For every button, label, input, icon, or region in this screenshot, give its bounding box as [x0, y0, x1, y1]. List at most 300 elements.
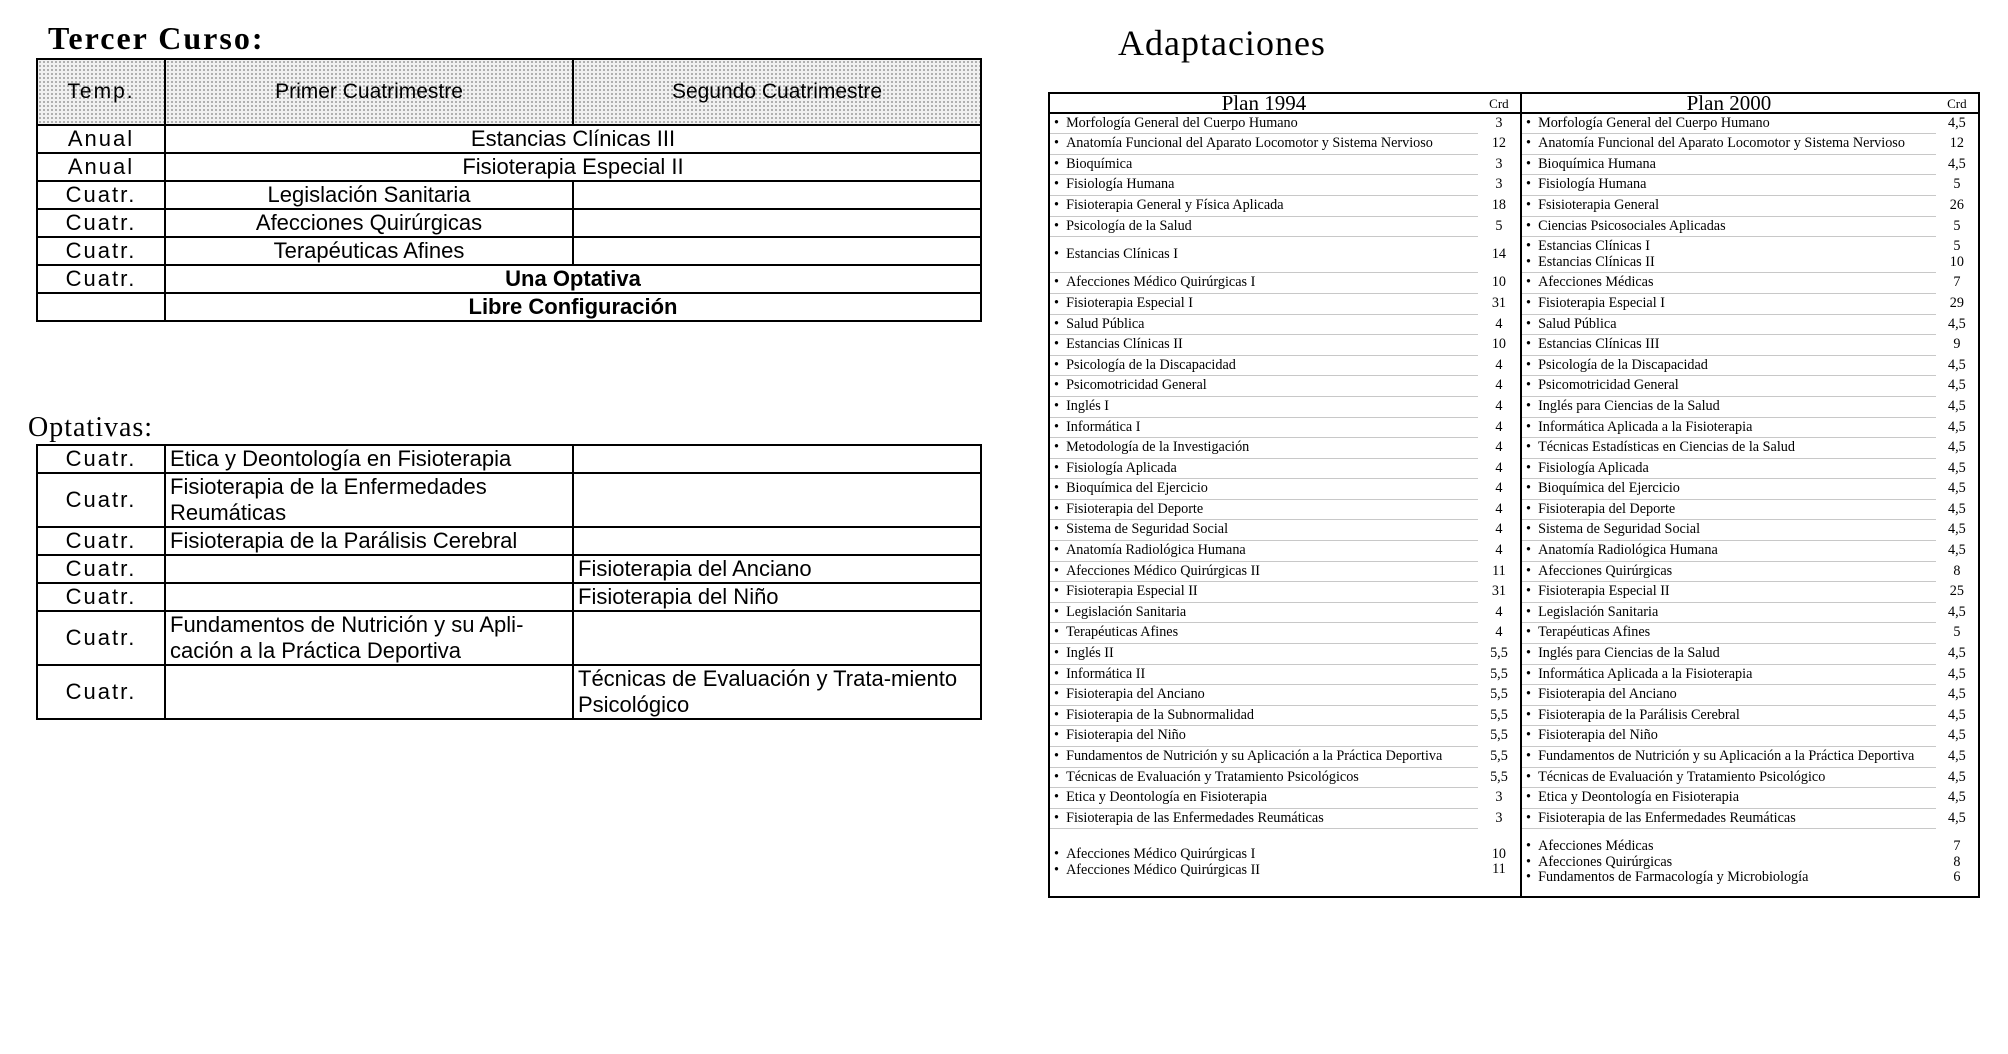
stack-line: • Técnicas de Evaluación y Tratamiento Psicológico — [1526, 770, 1932, 786]
plan-2000-credits — [1936, 237, 1979, 273]
stack-line: 4,5 — [1948, 439, 1966, 456]
plan-1994-credits: 5,5 — [1478, 685, 1521, 706]
stack-line: • Fisioterapia Especial II — [1054, 584, 1474, 600]
stack-line: • Fisioterapia Especial II — [1526, 584, 1932, 600]
plan-2000-credits — [1936, 314, 1979, 335]
plan-1994-subject — [1049, 664, 1478, 685]
plan-2000-subject — [1521, 216, 1936, 237]
stack-line: • Fundamentos de Nutrición y su Aplicación a la Práctica Deportiva — [1054, 749, 1474, 765]
table-row — [37, 665, 981, 719]
stack-line: • Anatomía Funcional del Aparato Locomotor y Sistema Nervioso — [1526, 136, 1932, 152]
stack-line: 12 — [1949, 135, 1964, 152]
stack-line: • Ciencias Psicosociales Aplicadas — [1526, 219, 1932, 235]
plan-2000-credits — [1936, 438, 1979, 459]
temp-cell: Anual — [37, 125, 165, 153]
subject-cell: Libre Configuración — [165, 293, 981, 321]
plan-2000-credits — [1936, 216, 1979, 237]
plan-1994-subject — [1049, 705, 1478, 726]
plan-1994-credits: 5,5 — [1478, 664, 1521, 685]
stack-line: 4,5 — [1948, 114, 1966, 131]
stack-line: • Afecciones Médicas — [1526, 275, 1932, 291]
stack-line: • Etica y Deontología en Fisioterapia — [1526, 790, 1932, 806]
adaptacion-row — [1049, 175, 1979, 196]
stack-line: • Morfología General del Cuerpo Humano — [1054, 116, 1474, 132]
stack-line: 5 — [1953, 217, 1961, 234]
stack-line: • Técnicas de Evaluación y Tratamiento Psicológicos — [1054, 770, 1474, 786]
plan-2000-subject — [1521, 499, 1936, 520]
temp-cell: Cuatr. — [37, 473, 165, 527]
plan-1994-credits: 3 — [1478, 175, 1521, 196]
stack-line: • Inglés para Ciencias de la Salud — [1526, 399, 1932, 415]
plan-2000-subject — [1521, 788, 1936, 809]
stack-line: • Bioquímica — [1054, 157, 1474, 173]
plan-1994-credits: 10 — [1478, 335, 1521, 356]
plan-2000-credits — [1936, 113, 1979, 134]
optativas-table — [36, 444, 982, 720]
adaptacion-row — [1049, 623, 1979, 644]
stack-line: • Inglés para Ciencias de la Salud — [1526, 646, 1932, 662]
plan-2000-subject — [1521, 293, 1936, 314]
stack-line: 4,5 — [1948, 789, 1966, 806]
stack-line: • Fisioterapia del Niño — [1526, 728, 1932, 744]
plan-2000-subject — [1521, 829, 1936, 897]
stack-line: 4,5 — [1948, 768, 1966, 785]
adaptacion-row — [1049, 829, 1979, 897]
table-row — [37, 265, 981, 293]
adaptacion-row — [1049, 499, 1979, 520]
stack-line: • Fisioterapia de la Parálisis Cerebral — [1526, 708, 1932, 724]
plan-1994-subject — [1049, 808, 1478, 829]
stack-line: 5 — [1953, 624, 1961, 641]
subject-cell: Fisioterapia de la Parálisis Cerebral — [165, 527, 573, 555]
header-segundo-cuatrimestre: Segundo Cuatrimestre — [573, 59, 981, 125]
stack-line: 4,5 — [1948, 315, 1966, 332]
plan-1994-credits: 3 — [1478, 788, 1521, 809]
adaptacion-row — [1049, 705, 1979, 726]
stack-line: • Afecciones Médico Quirúrgicas II — [1054, 564, 1474, 580]
plan-2000-credits — [1936, 154, 1979, 175]
stack-line: • Etica y Deontología en Fisioterapia — [1054, 790, 1474, 806]
plan-1994-credits: 4 — [1478, 355, 1521, 376]
stack-line: 4,5 — [1948, 603, 1966, 620]
stack-line: • Inglés II — [1054, 646, 1474, 662]
stack-line: 4,5 — [1948, 706, 1966, 723]
plan-1994-credits: 4 — [1478, 438, 1521, 459]
plan-1994-subject — [1049, 520, 1478, 541]
plan-2000-subject — [1521, 726, 1936, 747]
subject-cell — [165, 555, 573, 583]
stack-line: • Fisioterapia del Anciano — [1054, 687, 1474, 703]
adaptacion-row — [1049, 541, 1979, 562]
plan-2000-credits — [1936, 335, 1979, 356]
plan-2000-credits — [1936, 788, 1979, 809]
plan-1994-subject — [1049, 438, 1478, 459]
plan-2000-subject — [1521, 396, 1936, 417]
plan-1994-credits: 4 — [1478, 314, 1521, 335]
subject-cell — [573, 209, 981, 237]
adaptacion-row — [1049, 685, 1979, 706]
adaptacion-row — [1049, 520, 1979, 541]
plan-2000-subject — [1521, 705, 1936, 726]
plan-1994-subject — [1049, 355, 1478, 376]
stack-line — [1054, 878, 1474, 894]
stack-line: • Fisiología Aplicada — [1054, 461, 1474, 477]
stack-line: • Terapéuticas Afines — [1054, 625, 1474, 641]
stack-line: • Anatomía Radiológica Humana — [1054, 543, 1474, 559]
plan-1994-credits: 3 — [1478, 154, 1521, 175]
plan-1994-subject — [1049, 273, 1478, 294]
plan-2000-credits — [1936, 685, 1979, 706]
temp-cell: Cuatr. — [37, 665, 165, 719]
plan-2000-credits — [1936, 417, 1979, 438]
stack-line: 4,5 — [1948, 809, 1966, 826]
plan-1994-subject — [1049, 113, 1478, 134]
plan-1994-credits: 4 — [1478, 602, 1521, 623]
stack-line: 4,5 — [1948, 418, 1966, 435]
plan-2000-subject — [1521, 438, 1936, 459]
subject-cell — [165, 665, 573, 719]
subject-cell — [573, 445, 981, 473]
adaptacion-row — [1049, 561, 1979, 582]
stack-line: 4,5 — [1948, 377, 1966, 394]
stack-line: • Fisiología Humana — [1526, 177, 1932, 193]
stack-line: 4,5 — [1948, 686, 1966, 703]
plan-1994-credits: 18 — [1478, 195, 1521, 216]
plan-2000-subject — [1521, 314, 1936, 335]
plan-2000-credits — [1936, 195, 1979, 216]
temp-cell: Cuatr. — [37, 445, 165, 473]
subject-cell: Estancias Clínicas III — [165, 125, 981, 153]
subject-cell — [573, 473, 981, 527]
subject-cell: Legislación Sanitaria — [165, 181, 573, 209]
plan-1994-subject — [1049, 134, 1478, 155]
stack-line: 4,5 — [1948, 155, 1966, 172]
plan-2000-subject — [1521, 355, 1936, 376]
plan-1994-subject — [1049, 561, 1478, 582]
tercer-curso-title: Tercer Curso: — [48, 20, 265, 56]
plan-1994-subject — [1049, 216, 1478, 237]
stack-line: • Fisioterapia de la Subnormalidad — [1054, 708, 1474, 724]
plan-2000-subject — [1521, 134, 1936, 155]
plan-1994-subject — [1049, 541, 1478, 562]
plan-1994-credits: 4 — [1478, 458, 1521, 479]
plan-2000-subject — [1521, 541, 1936, 562]
stack-line — [1482, 878, 1516, 894]
stack-line: • Sistema de Seguridad Social — [1054, 522, 1474, 538]
stack-line: • Informática Aplicada a la Fisioterapia — [1526, 667, 1932, 683]
plan-2000-credits — [1936, 355, 1979, 376]
plan-2000-credits — [1936, 273, 1979, 294]
adaptacion-row — [1049, 479, 1979, 500]
adaptacion-row — [1049, 726, 1979, 747]
adaptaciones-table — [1048, 92, 1980, 898]
stack-line: • Técnicas Estadísticas en Ciencias de la Salud — [1526, 440, 1932, 456]
table-row — [37, 473, 981, 527]
table-row — [37, 181, 981, 209]
table-row — [37, 527, 981, 555]
stack-line: • Fsisioterapia General — [1526, 198, 1932, 214]
plan-2000-credits — [1936, 726, 1979, 747]
table-row — [37, 153, 981, 181]
subject-cell: Técnicas de Evaluación y Trata-miento Psicológico — [573, 665, 981, 719]
header-crd-1994: Crd — [1478, 93, 1521, 113]
adaptacion-row — [1049, 664, 1979, 685]
stack-line: • Estancias Clínicas I — [1054, 247, 1474, 263]
table-header-row — [37, 59, 981, 125]
stack-line: 4,5 — [1948, 480, 1966, 497]
plan-1994-credits: 10 — [1478, 273, 1521, 294]
plan-1994-subject — [1049, 685, 1478, 706]
stack-line: 10 — [1949, 253, 1964, 270]
adaptacion-row — [1049, 747, 1979, 768]
plan-1994-credits: 5,5 — [1478, 644, 1521, 665]
stack-line: • Salud Pública — [1526, 317, 1932, 333]
stack-line: 7 — [1953, 837, 1961, 854]
plan-2000-credits — [1936, 602, 1979, 623]
plan-2000-credits — [1936, 134, 1979, 155]
header-plan-1994: Plan 1994 — [1049, 93, 1478, 113]
plan-1994-credits: 4 — [1478, 623, 1521, 644]
plan-2000-credits — [1936, 479, 1979, 500]
table-row — [37, 445, 981, 473]
adaptacion-row — [1049, 788, 1979, 809]
stack-line: • Bioquímica del Ejercicio — [1054, 481, 1474, 497]
plan-1994-credits: 31 — [1478, 293, 1521, 314]
subject-cell: Afecciones Quirúrgicas — [165, 209, 573, 237]
table-row — [37, 237, 981, 265]
plan-1994-subject — [1049, 396, 1478, 417]
stack-line: • Afecciones Médico Quirúrgicas II — [1054, 863, 1474, 879]
stack-line: • Anatomía Funcional del Aparato Locomotor y Sistema Nervioso — [1054, 136, 1474, 152]
stack-line: 9 — [1953, 336, 1961, 353]
adaptacion-row — [1049, 273, 1979, 294]
plan-1994-credits: 11 — [1478, 561, 1521, 582]
plan-2000-credits — [1936, 499, 1979, 520]
subject-cell: Etica y Deontología en Fisioterapia — [165, 445, 573, 473]
adaptaciones-header-row — [1049, 93, 1979, 113]
stack-line: 8 — [1953, 853, 1961, 870]
adaptacion-row — [1049, 335, 1979, 356]
stack-line: • Estancias Clínicas I — [1526, 239, 1932, 255]
adaptacion-row — [1049, 314, 1979, 335]
plan-2000-credits — [1936, 376, 1979, 397]
temp-cell: Cuatr. — [37, 209, 165, 237]
stack-line: • Psicología de la Salud — [1054, 219, 1474, 235]
plan-1994-subject — [1049, 237, 1478, 273]
plan-2000-subject — [1521, 767, 1936, 788]
plan-1994-credits: 5 — [1478, 216, 1521, 237]
stack-line: • Inglés I — [1054, 399, 1474, 415]
subject-cell — [573, 611, 981, 665]
subject-cell: Fisioterapia del Niño — [573, 583, 981, 611]
plan-2000-credits — [1936, 458, 1979, 479]
subject-cell: Terapéuticas Afines — [165, 237, 573, 265]
stack-line: • Fisioterapia del Niño — [1054, 728, 1474, 744]
stack-line: • Fisioterapia General y Física Aplicada — [1054, 198, 1474, 214]
plan-2000-subject — [1521, 376, 1936, 397]
stack-line: 5 — [1953, 176, 1961, 193]
plan-1994-credits: 4 — [1478, 417, 1521, 438]
stack-line: 4,5 — [1948, 542, 1966, 559]
stack-line: 4,5 — [1948, 665, 1966, 682]
adaptacion-row — [1049, 237, 1979, 273]
stack-line: • Fisioterapia del Anciano — [1526, 687, 1932, 703]
plan-1994-credits: 31 — [1478, 582, 1521, 603]
plan-1994-credits: 4 — [1478, 499, 1521, 520]
stack-line: • Estancias Clínicas II — [1526, 255, 1932, 271]
adaptacion-row — [1049, 417, 1979, 438]
stack-line: 4,5 — [1948, 521, 1966, 538]
stack-line — [1482, 831, 1516, 847]
stack-line: 7 — [1953, 274, 1961, 291]
table-row — [37, 293, 981, 321]
stack-line: • Bioquímica Humana — [1526, 157, 1932, 173]
plan-1994-subject — [1049, 314, 1478, 335]
plan-1994-subject — [1049, 479, 1478, 500]
plan-2000-subject — [1521, 195, 1936, 216]
stack-line: • Salud Pública — [1054, 317, 1474, 333]
plan-1994-subject — [1049, 195, 1478, 216]
stack-line: • Afecciones Quirúrgicas — [1526, 855, 1932, 871]
plan-1994-subject — [1049, 499, 1478, 520]
stack-line: • Afecciones Médico Quirúrgicas I — [1054, 847, 1474, 863]
adaptacion-row — [1049, 113, 1979, 134]
plan-1994-credits: 4 — [1478, 479, 1521, 500]
plan-2000-credits — [1936, 520, 1979, 541]
table-row — [37, 125, 981, 153]
stack-line: • Psicomotricidad General — [1054, 378, 1474, 394]
plan-1994-subject — [1049, 644, 1478, 665]
temp-cell: Anual — [37, 153, 165, 181]
adaptacion-row — [1049, 458, 1979, 479]
adaptacion-row — [1049, 293, 1979, 314]
plan-1994-subject — [1049, 417, 1478, 438]
adaptacion-row — [1049, 195, 1979, 216]
plan-1994-subject — [1049, 458, 1478, 479]
stack-line: • Legislación Sanitaria — [1054, 605, 1474, 621]
plan-2000-credits — [1936, 747, 1979, 768]
stack-line: • Afecciones Quirúrgicas — [1526, 564, 1932, 580]
stack-line: • Fisioterapia del Deporte — [1526, 502, 1932, 518]
adaptacion-row — [1049, 808, 1979, 829]
plan-2000-subject — [1521, 237, 1936, 273]
stack-line: • Informática I — [1054, 420, 1474, 436]
plan-2000-subject — [1521, 664, 1936, 685]
stack-line: 4,5 — [1948, 727, 1966, 744]
stack-line: • Legislación Sanitaria — [1526, 605, 1932, 621]
stack-line: 5 — [1953, 238, 1961, 255]
adaptacion-row — [1049, 134, 1979, 155]
stack-line: 4,5 — [1948, 459, 1966, 476]
header-plan-2000: Plan 2000 — [1521, 93, 1936, 113]
stack-line: 26 — [1949, 196, 1964, 213]
plan-2000-credits — [1936, 541, 1979, 562]
subject-cell — [573, 237, 981, 265]
plan-2000-credits — [1936, 561, 1979, 582]
stack-line: • Fisiología Humana — [1054, 177, 1474, 193]
plan-2000-subject — [1521, 561, 1936, 582]
plan-1994-credits: 4 — [1478, 520, 1521, 541]
temp-cell: Cuatr. — [37, 265, 165, 293]
plan-1994-subject — [1049, 582, 1478, 603]
stack-line: • Sistema de Seguridad Social — [1526, 522, 1932, 538]
stack-line: • Morfología General del Cuerpo Humano — [1526, 116, 1932, 132]
header-temp: Temp. — [37, 59, 165, 125]
stack-line: 4,5 — [1948, 748, 1966, 764]
subject-cell — [573, 181, 981, 209]
plan-2000-subject — [1521, 602, 1936, 623]
header-crd-2000: Crd — [1936, 93, 1979, 113]
stack-line: • Estancias Clínicas III — [1526, 337, 1932, 353]
temp-cell: Cuatr. — [37, 527, 165, 555]
adaptacion-row — [1049, 767, 1979, 788]
plan-2000-subject — [1521, 808, 1936, 829]
subject-cell: Fisioterapia Especial II — [165, 153, 981, 181]
stack-line: • Fisioterapia del Deporte — [1054, 502, 1474, 518]
stack-line: 4,5 — [1948, 500, 1966, 517]
plan-2000-subject — [1521, 623, 1936, 644]
stack-line: • Psicología de la Discapacidad — [1526, 358, 1932, 374]
plan-2000-credits — [1936, 396, 1979, 417]
plan-1994-credits — [1478, 829, 1521, 897]
temp-cell: Cuatr. — [37, 611, 165, 665]
plan-1994-subject — [1049, 602, 1478, 623]
subject-cell: Una Optativa — [165, 265, 981, 293]
header-primer-cuatrimestre: Primer Cuatrimestre — [165, 59, 573, 125]
temp-cell: Cuatr. — [37, 181, 165, 209]
adaptacion-row — [1049, 396, 1979, 417]
plan-2000-credits — [1936, 582, 1979, 603]
plan-2000-subject — [1521, 417, 1936, 438]
adaptaciones-title: Adaptaciones — [1118, 23, 1326, 63]
plan-1994-credits: 14 — [1478, 237, 1521, 273]
plan-1994-subject — [1049, 154, 1478, 175]
plan-1994-subject — [1049, 767, 1478, 788]
plan-2000-credits — [1936, 767, 1979, 788]
plan-1994-credits: 5,5 — [1478, 767, 1521, 788]
plan-2000-subject — [1521, 113, 1936, 134]
temp-cell: Cuatr. — [37, 555, 165, 583]
table-row — [37, 583, 981, 611]
stack-line: • Psicomotricidad General — [1526, 378, 1932, 394]
stack-line: 4,5 — [1948, 397, 1966, 414]
plan-1994-credits: 3 — [1478, 808, 1521, 829]
table-row — [37, 611, 981, 665]
stack-line: • Anatomía Radiológica Humana — [1526, 543, 1932, 559]
plan-2000-credits — [1936, 705, 1979, 726]
plan-2000-subject — [1521, 582, 1936, 603]
plan-2000-subject — [1521, 458, 1936, 479]
stack-line: • Fisioterapia de las Enfermedades Reumáticas — [1526, 811, 1932, 827]
stack-line: • Psicología de la Discapacidad — [1054, 358, 1474, 374]
stack-line — [1054, 831, 1474, 847]
plan-2000-credits — [1936, 623, 1979, 644]
subject-cell — [573, 527, 981, 555]
plan-2000-subject — [1521, 747, 1936, 768]
adaptacion-row — [1049, 154, 1979, 175]
optativas-title: Optativas: — [28, 412, 154, 443]
stack-line: • Informática II — [1054, 667, 1474, 683]
stack-line: 4,5 — [1948, 645, 1966, 662]
plan-1994-subject — [1049, 788, 1478, 809]
plan-2000-credits — [1936, 644, 1979, 665]
stack-line: • Fisiología Aplicada — [1526, 461, 1932, 477]
stack-line: 8 — [1953, 562, 1961, 579]
stack-line: 11 — [1492, 861, 1506, 878]
plan-2000-subject — [1521, 335, 1936, 356]
subject-cell: Fisioterapia del Anciano — [573, 555, 981, 583]
plan-1994-credits: 5,5 — [1478, 747, 1521, 768]
